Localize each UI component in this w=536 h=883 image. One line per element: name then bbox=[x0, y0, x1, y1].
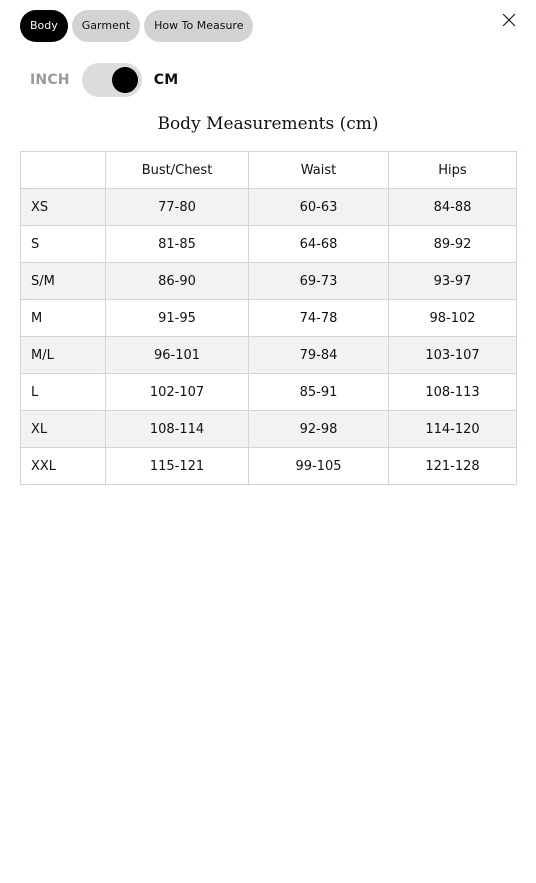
size-cell: S bbox=[21, 226, 106, 263]
bust-cell: 108-114 bbox=[106, 411, 249, 448]
size-cell: S/M bbox=[21, 263, 106, 300]
close-icon bbox=[500, 11, 518, 29]
size-cell: M bbox=[21, 300, 106, 337]
close-button[interactable] bbox=[500, 11, 518, 29]
size-cell: XS bbox=[21, 189, 106, 226]
hips-cell: 108-113 bbox=[389, 374, 517, 411]
tab-how-to-measure[interactable]: How To Measure bbox=[144, 10, 253, 42]
size-table bbox=[20, 151, 517, 485]
bust-cell: 86-90 bbox=[106, 263, 249, 300]
hips-cell: 84-88 bbox=[389, 189, 517, 226]
waist-cell: 69-73 bbox=[249, 263, 389, 300]
tab-body[interactable]: Body bbox=[20, 10, 68, 42]
size-cell: L bbox=[21, 374, 106, 411]
header-size bbox=[21, 152, 106, 189]
bust-cell: 77-80 bbox=[106, 189, 249, 226]
table-title: Body Measurements (cm) bbox=[157, 114, 379, 134]
table-row bbox=[21, 189, 517, 226]
bust-cell: 96-101 bbox=[106, 337, 249, 374]
bust-cell: 81-85 bbox=[106, 226, 249, 263]
unit-toggle bbox=[30, 62, 178, 98]
table-row bbox=[21, 374, 517, 411]
waist-cell: 60-63 bbox=[249, 189, 389, 226]
bust-cell: 115-121 bbox=[106, 448, 249, 485]
unit-switch[interactable] bbox=[82, 63, 142, 97]
table-row bbox=[21, 226, 517, 263]
hips-cell: 98-102 bbox=[389, 300, 517, 337]
unit-label-inch[interactable]: INCH bbox=[30, 72, 70, 88]
hips-cell: 93-97 bbox=[389, 263, 517, 300]
switch-knob[interactable] bbox=[112, 67, 138, 93]
size-cell: XL bbox=[21, 411, 106, 448]
header-bust-chest: Bust/Chest bbox=[106, 152, 249, 189]
header-hips: Hips bbox=[389, 152, 517, 189]
hips-cell: 114-120 bbox=[389, 411, 517, 448]
hips-cell: 89-92 bbox=[389, 226, 517, 263]
table-header-row bbox=[21, 152, 517, 189]
waist-cell: 85-91 bbox=[249, 374, 389, 411]
table-row bbox=[21, 300, 517, 337]
hips-cell: 103-107 bbox=[389, 337, 517, 374]
tab-garment[interactable]: Garment bbox=[72, 10, 140, 42]
waist-cell: 99-105 bbox=[249, 448, 389, 485]
waist-cell: 74-78 bbox=[249, 300, 389, 337]
table-row bbox=[21, 448, 517, 485]
unit-label-cm[interactable]: CM bbox=[153, 72, 179, 88]
table-row bbox=[21, 337, 517, 374]
waist-cell: 92-98 bbox=[249, 411, 389, 448]
waist-cell: 79-84 bbox=[249, 337, 389, 374]
header-waist: Waist bbox=[249, 152, 389, 189]
size-cell: M/L bbox=[21, 337, 106, 374]
waist-cell: 64-68 bbox=[249, 226, 389, 263]
table-row bbox=[21, 263, 517, 300]
hips-cell: 121-128 bbox=[389, 448, 517, 485]
bust-cell: 91-95 bbox=[106, 300, 249, 337]
size-cell: XXL bbox=[21, 448, 106, 485]
bust-cell: 102-107 bbox=[106, 374, 249, 411]
size-guide-tabs bbox=[20, 10, 253, 42]
table-row bbox=[21, 411, 517, 448]
